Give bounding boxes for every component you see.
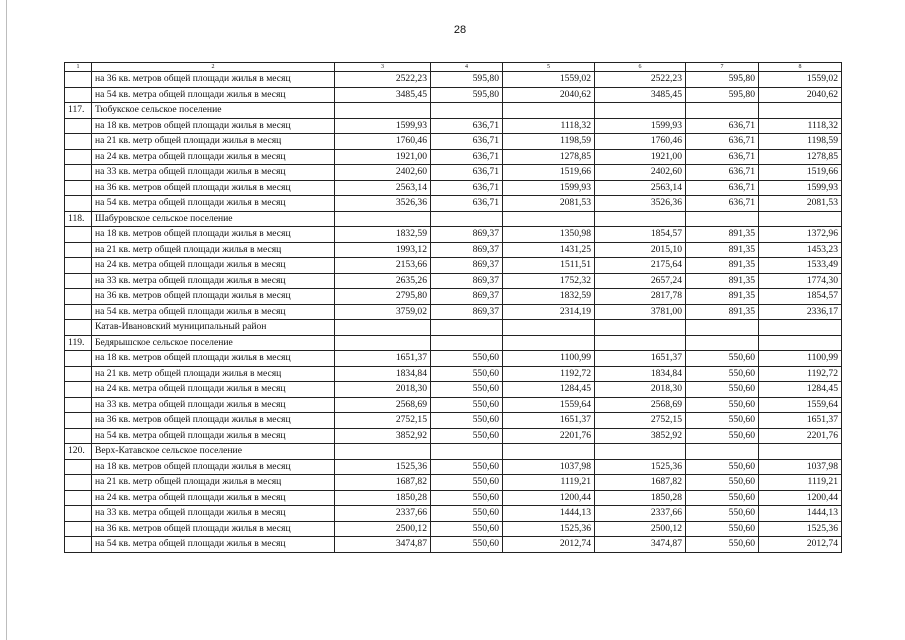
value-cell: 550,60 [686,459,759,475]
value-cell: 2175,64 [595,258,686,274]
value-cell: 891,35 [686,289,759,305]
value-cell: 1651,37 [503,413,595,429]
row-index [65,242,92,258]
value-cell: 1599,93 [759,180,842,196]
value-cell: 1278,85 [503,149,595,165]
value-cell: 891,35 [686,242,759,258]
value-cell: 3759,02 [335,304,431,320]
value-cell: 1599,93 [335,118,431,134]
table-row [65,475,842,491]
tariff-table [64,62,842,553]
value-cell: 550,60 [431,490,503,506]
value-cell: 2752,15 [595,413,686,429]
value-cell: 636,71 [431,180,503,196]
value-cell: 869,37 [431,273,503,289]
row-label: на 33 кв. метра общей площади жилья в месяц [92,397,335,413]
row-index [65,258,92,274]
value-cell: 1511,51 [503,258,595,274]
value-cell: 891,35 [686,273,759,289]
value-cell: 1200,44 [503,490,595,506]
value-cell: 1993,12 [335,242,431,258]
empty-cell [595,320,686,336]
value-cell: 3485,45 [335,87,431,103]
value-cell: 2563,14 [595,180,686,196]
table-row [65,72,842,88]
column-number-row [65,63,842,72]
value-cell: 891,35 [686,258,759,274]
value-cell: 1525,36 [595,459,686,475]
value-cell: 2795,80 [335,289,431,305]
empty-cell [686,335,759,351]
value-cell: 1533,49 [759,258,842,274]
value-cell: 1559,64 [503,397,595,413]
row-index [65,413,92,429]
table-body [65,72,842,553]
row-label: на 36 кв. метров общей площади жилья в месяц [92,289,335,305]
value-cell: 1832,59 [503,289,595,305]
value-cell: 550,60 [431,413,503,429]
section-index: 118. [65,211,92,227]
value-cell: 550,60 [431,351,503,367]
value-cell: 595,80 [686,87,759,103]
empty-cell [431,335,503,351]
row-index [65,382,92,398]
column-number: 4 [431,63,503,72]
value-cell: 1198,59 [759,134,842,150]
value-cell: 1559,02 [503,72,595,88]
value-cell: 3852,92 [335,428,431,444]
value-cell: 1687,82 [595,475,686,491]
row-index [65,289,92,305]
value-cell: 636,71 [431,196,503,212]
value-cell: 1760,46 [595,134,686,150]
value-cell: 1854,57 [759,289,842,305]
value-cell: 1198,59 [503,134,595,150]
column-number: 6 [595,63,686,72]
row-index [65,428,92,444]
section-row [65,335,842,351]
row-label: на 33 кв. метра общей площади жилья в месяц [92,273,335,289]
value-cell: 3852,92 [595,428,686,444]
page-number: 28 [453,24,467,36]
value-cell: 1525,36 [759,521,842,537]
empty-cell [335,444,431,460]
row-label: на 18 кв. метров общей площади жилья в месяц [92,118,335,134]
empty-cell [759,320,842,336]
empty-cell [431,320,503,336]
value-cell: 2817,78 [595,289,686,305]
value-cell: 636,71 [431,134,503,150]
row-index [65,397,92,413]
table-row [65,227,842,243]
value-cell: 1200,44 [759,490,842,506]
value-cell: 1559,02 [759,72,842,88]
table-row [65,506,842,522]
row-index [65,72,92,88]
value-cell: 3526,36 [335,196,431,212]
table-row [65,258,842,274]
value-cell: 550,60 [431,475,503,491]
empty-cell [686,320,759,336]
value-cell: 1921,00 [595,149,686,165]
section-title: Бедярышское сельское поселение [92,335,335,351]
value-cell: 1850,28 [595,490,686,506]
row-label: на 36 кв. метров общей площади жилья в месяц [92,72,335,88]
value-cell: 2201,76 [759,428,842,444]
value-cell: 1284,45 [503,382,595,398]
row-label: на 24 кв. метра общей площади жилья в месяц [92,258,335,274]
empty-cell [686,211,759,227]
section-title: Верх-Катавское сельское поселение [92,444,335,460]
value-cell: 550,60 [431,366,503,382]
section-index: 119. [65,335,92,351]
row-index [65,180,92,196]
value-cell: 636,71 [686,196,759,212]
row-index [65,366,92,382]
value-cell: 1037,98 [759,459,842,475]
value-cell: 1834,84 [335,366,431,382]
table-row [65,490,842,506]
value-cell: 550,60 [431,506,503,522]
value-cell: 550,60 [686,506,759,522]
value-cell: 1525,36 [335,459,431,475]
row-label: на 24 кв. метра общей площади жилья в месяц [92,490,335,506]
value-cell: 1651,37 [335,351,431,367]
value-cell: 595,80 [431,87,503,103]
row-label: на 54 кв. метра общей площади жилья в месяц [92,196,335,212]
value-cell: 636,71 [431,118,503,134]
empty-cell [595,103,686,119]
value-cell: 2012,74 [759,537,842,553]
empty-cell [759,211,842,227]
value-cell: 1119,21 [759,475,842,491]
row-label: на 18 кв. метров общей площади жилья в месяц [92,459,335,475]
empty-cell [595,335,686,351]
table-row [65,289,842,305]
row-index [65,475,92,491]
row-label: на 18 кв. метров общей площади жилья в месяц [92,227,335,243]
empty-cell [503,335,595,351]
value-cell: 1100,99 [503,351,595,367]
table-row [65,87,842,103]
value-cell: 550,60 [431,382,503,398]
value-cell: 1284,45 [759,382,842,398]
empty-cell [335,335,431,351]
value-cell: 3474,87 [335,537,431,553]
row-label: на 33 кв. метра общей площади жилья в месяц [92,506,335,522]
empty-cell [503,444,595,460]
value-cell: 2568,69 [335,397,431,413]
value-cell: 2018,30 [335,382,431,398]
value-cell: 1760,46 [335,134,431,150]
value-cell: 3526,36 [595,196,686,212]
empty-cell [595,444,686,460]
value-cell: 550,60 [686,382,759,398]
section-title: Тюбукское сельское поселение [92,103,335,119]
value-cell: 2402,60 [335,165,431,181]
empty-cell [503,103,595,119]
value-cell: 3485,45 [595,87,686,103]
value-cell: 636,71 [686,134,759,150]
value-cell: 550,60 [686,413,759,429]
table-row [65,366,842,382]
value-cell: 2657,24 [595,273,686,289]
value-cell: 1192,72 [503,366,595,382]
value-cell: 1921,00 [335,149,431,165]
value-cell: 2563,14 [335,180,431,196]
empty-cell [431,103,503,119]
value-cell: 636,71 [686,165,759,181]
table-row [65,537,842,553]
row-label: на 36 кв. метров общей площади жилья в месяц [92,521,335,537]
empty-cell [335,320,431,336]
value-cell: 2568,69 [595,397,686,413]
value-cell: 550,60 [686,537,759,553]
value-cell: 1774,30 [759,273,842,289]
value-cell: 550,60 [431,428,503,444]
value-cell: 550,60 [686,366,759,382]
row-index [65,506,92,522]
table-row [65,428,842,444]
value-cell: 2337,66 [335,506,431,522]
value-cell: 1651,37 [759,413,842,429]
section-row [65,103,842,119]
value-cell: 2500,12 [335,521,431,537]
value-cell: 869,37 [431,304,503,320]
value-cell: 1431,25 [503,242,595,258]
value-cell: 1192,72 [759,366,842,382]
row-index [65,537,92,553]
empty-cell [595,211,686,227]
value-cell: 1525,36 [503,521,595,537]
section-row [65,444,842,460]
table-row [65,180,842,196]
value-cell: 550,60 [686,397,759,413]
value-cell: 1037,98 [503,459,595,475]
value-cell: 869,37 [431,258,503,274]
value-cell: 1599,93 [595,118,686,134]
value-cell: 595,80 [686,72,759,88]
value-cell: 2314,19 [503,304,595,320]
empty-cell [686,444,759,460]
value-cell: 2040,62 [759,87,842,103]
table-row [65,459,842,475]
value-cell: 2336,17 [759,304,842,320]
row-label: на 54 кв. метра общей площади жилья в месяц [92,537,335,553]
row-label: на 36 кв. метров общей площади жилья в месяц [92,180,335,196]
value-cell: 869,37 [431,242,503,258]
empty-cell [759,103,842,119]
value-cell: 2522,23 [335,72,431,88]
table-row [65,242,842,258]
value-cell: 550,60 [686,490,759,506]
value-cell: 1350,98 [503,227,595,243]
value-cell: 595,80 [431,72,503,88]
table-row [65,382,842,398]
value-cell: 2201,76 [503,428,595,444]
value-cell: 636,71 [431,149,503,165]
row-index [65,351,92,367]
section-title: Шабуровское сельское поселение [92,211,335,227]
value-cell: 2012,74 [503,537,595,553]
value-cell: 1854,57 [595,227,686,243]
value-cell: 550,60 [686,475,759,491]
value-cell: 2081,53 [759,196,842,212]
row-index [65,273,92,289]
value-cell: 1372,96 [759,227,842,243]
value-cell: 2402,60 [595,165,686,181]
value-cell: 1687,82 [335,475,431,491]
value-cell: 1834,84 [595,366,686,382]
row-index [65,459,92,475]
table-row [65,397,842,413]
value-cell: 550,60 [686,351,759,367]
value-cell: 2015,10 [595,242,686,258]
row-label: на 21 кв. метр общей площади жилья в месяц [92,242,335,258]
column-number: 7 [686,63,759,72]
value-cell: 550,60 [686,428,759,444]
row-index [65,196,92,212]
value-cell: 1118,32 [759,118,842,134]
empty-cell [686,103,759,119]
row-index [65,134,92,150]
row-index [65,320,92,336]
value-cell: 1118,32 [503,118,595,134]
row-index [65,304,92,320]
row-label: на 54 кв. метра общей площади жилья в месяц [92,304,335,320]
value-cell: 2081,53 [503,196,595,212]
column-number: 5 [503,63,595,72]
value-cell: 1119,21 [503,475,595,491]
row-index [65,118,92,134]
value-cell: 2500,12 [595,521,686,537]
value-cell: 1444,13 [503,506,595,522]
value-cell: 550,60 [686,521,759,537]
district-title: Катав-Ивановский муниципальный район [92,320,335,336]
value-cell: 550,60 [431,459,503,475]
value-cell: 3474,87 [595,537,686,553]
row-index [65,149,92,165]
empty-cell [759,335,842,351]
row-index [65,165,92,181]
column-number: 1 [65,63,92,72]
value-cell: 2040,62 [503,87,595,103]
value-cell: 1278,85 [759,149,842,165]
row-label: на 21 кв. метр общей площади жилья в месяц [92,366,335,382]
table-row [65,196,842,212]
value-cell: 3781,00 [595,304,686,320]
empty-cell [503,211,595,227]
column-number: 8 [759,63,842,72]
row-index [65,87,92,103]
value-cell: 1100,99 [759,351,842,367]
section-row [65,211,842,227]
section-index: 120. [65,444,92,460]
value-cell: 1559,64 [759,397,842,413]
value-cell: 1832,59 [335,227,431,243]
value-cell: 636,71 [686,180,759,196]
empty-cell [503,320,595,336]
table-row [65,304,842,320]
empty-cell [431,444,503,460]
value-cell: 2752,15 [335,413,431,429]
row-index [65,490,92,506]
value-cell: 2337,66 [595,506,686,522]
value-cell: 1444,13 [759,506,842,522]
row-label: на 54 кв. метра общей площади жилья в месяц [92,428,335,444]
row-label: на 21 кв. метр общей площади жилья в месяц [92,475,335,491]
row-label: на 18 кв. метров общей площади жилья в месяц [92,351,335,367]
table-row [65,134,842,150]
row-index [65,521,92,537]
value-cell: 1599,93 [503,180,595,196]
value-cell: 550,60 [431,537,503,553]
page-margin-line [6,0,7,640]
value-cell: 636,71 [686,149,759,165]
value-cell: 1519,66 [759,165,842,181]
value-cell: 2018,30 [595,382,686,398]
value-cell: 891,35 [686,304,759,320]
row-label: на 36 кв. метров общей площади жилья в месяц [92,413,335,429]
value-cell: 2522,23 [595,72,686,88]
table-row [65,165,842,181]
value-cell: 1453,23 [759,242,842,258]
value-cell: 550,60 [431,521,503,537]
value-cell: 891,35 [686,227,759,243]
table-row [65,149,842,165]
row-label: на 24 кв. метра общей площади жилья в месяц [92,382,335,398]
empty-cell [335,103,431,119]
value-cell: 2635,26 [335,273,431,289]
column-number: 2 [92,63,335,72]
value-cell: 550,60 [431,397,503,413]
value-cell: 1752,32 [503,273,595,289]
empty-cell [759,444,842,460]
value-cell: 636,71 [686,118,759,134]
value-cell: 1651,37 [595,351,686,367]
section-index: 117. [65,103,92,119]
row-label: на 54 кв. метра общей площади жилья в месяц [92,87,335,103]
value-cell: 869,37 [431,289,503,305]
column-number: 3 [335,63,431,72]
row-index [65,227,92,243]
value-cell: 869,37 [431,227,503,243]
table-row [65,351,842,367]
empty-cell [335,211,431,227]
district-row [65,320,842,336]
row-label: на 24 кв. метра общей площади жилья в месяц [92,149,335,165]
value-cell: 1850,28 [335,490,431,506]
table-row [65,118,842,134]
table-row [65,413,842,429]
table-row [65,521,842,537]
row-label: на 21 кв. метр общей площади жилья в месяц [92,134,335,150]
row-label: на 33 кв. метра общей площади жилья в месяц [92,165,335,181]
empty-cell [431,211,503,227]
table-row [65,273,842,289]
value-cell: 2153,66 [335,258,431,274]
value-cell: 1519,66 [503,165,595,181]
value-cell: 636,71 [431,165,503,181]
